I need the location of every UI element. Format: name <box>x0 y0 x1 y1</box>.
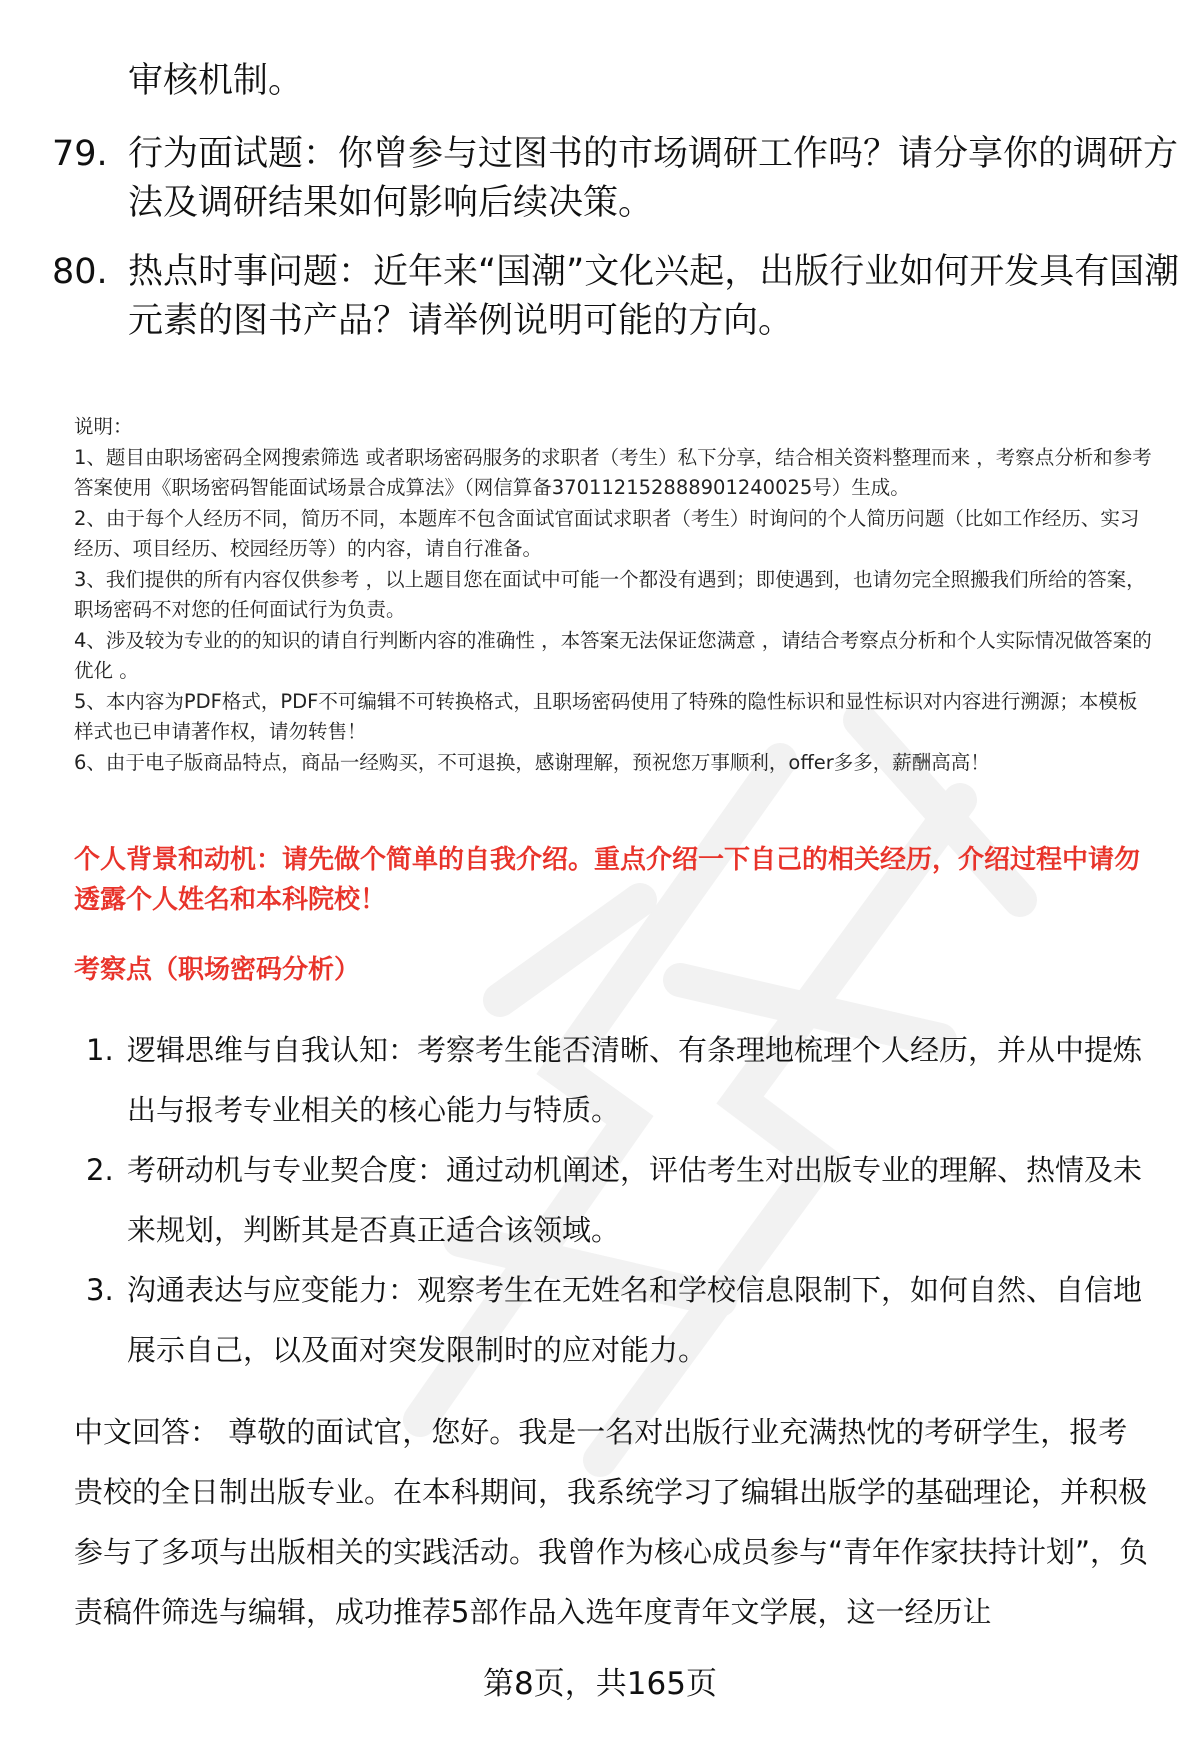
question-number: 79. <box>52 134 108 174</box>
point-text: 逻辑思维与自我认知：考察考生能否清晰、有条理地梳理个人经历，并从中提炼出与报考专业相关的核心能力与特质。 <box>127 1033 1143 1127</box>
answer-text: 尊敬的面试官，您好。我是一名对出版行业充满热忱的考研学生，报考贵校的全日制出版专业。在本科期间，我系统学习了编辑出版学的基础理论，并积极参与了多项与出版相关的实践活动。我曾作为核心成员参与“青年作家扶持计划”，负责稿件筛选与编辑，成功推荐5部作品入选年度青年文学展，这一经历让 <box>74 1415 1149 1629</box>
note-item: 5、本内容为PDF格式，PDF不可编辑不可转换格式，且职场密码使用了特殊的隐性标识和显性标识对内容进行溯源；本模板样式也已申请著作权，请勿转售！ <box>74 689 1138 743</box>
question-text: 热点时事问题：近年来“国潮”文化兴起，出版行业如何开发具有国潮元素的图书产品？请举例说明可能的方向。 <box>128 252 1180 341</box>
page-footer: 第8页，共165页 <box>483 1666 717 1702</box>
note-item: 2、由于每个人经历不同，简历不同，本题库不包含面试官面试求职者（考生）时询问的个人简历问题（比如工作经历、实习经历、项目经历、校园经历等）的内容，请自行准备。 <box>74 506 1140 560</box>
assessment-point <box>74 1020 1154 1140</box>
answer-block <box>74 1402 1154 1642</box>
notes-heading: 说明： <box>74 415 133 438</box>
note-item: 4、涉及较为专业的的知识的请自行判断内容的准确性 ，本答案无法保证您满意 ，请结合考察点分析和个人实际情况做答案的优化 。 <box>74 628 1152 682</box>
question-number: 80. <box>52 252 108 292</box>
point-number: 2. <box>86 1153 114 1187</box>
assessment-points-list <box>74 1020 1154 1380</box>
question-80 <box>52 248 1180 346</box>
notes-block <box>74 412 1154 778</box>
note-item: 1、题目由职场密码全网搜索筛选 或者职场密码服务的求职者（考生）私下分享，结合相关资料整理而来 ，考察点分析和参考答案使用《职场密码智能面试场景合成算法》（网信算备370112152888901240025号）生成。 <box>74 445 1152 499</box>
note-item: 6、由于电子版商品特点，商品一经购买，不可退换，感谢理解，预祝您万事顺利，offer多多，薪酬高高！ <box>74 750 990 774</box>
intro-question: 个人背景和动机：请先做个简单的自我介绍。重点介绍一下自己的相关经历，介绍过程中请勿透露个人姓名和本科院校！ <box>74 845 1141 915</box>
answer-label: 中文回答： <box>74 1415 220 1449</box>
point-number: 1. <box>86 1033 114 1067</box>
question-fragment-text: 审核机制。 <box>128 61 304 101</box>
assessment-point <box>74 1260 1154 1380</box>
question-fragment <box>52 57 1152 106</box>
assessment-point <box>74 1140 1154 1260</box>
point-text: 考研动机与专业契合度：通过动机阐述，评估考生对出版专业的理解、热情及未来规划，判断其是否真正适合该领域。 <box>127 1153 1143 1247</box>
point-text: 沟通表达与应变能力：观察考生在无姓名和学校信息限制下，如何自然、自信地展示自己，以及面对突发限制时的应对能力。 <box>127 1273 1143 1367</box>
answer-paragraph <box>74 1402 1154 1642</box>
question-79 <box>52 130 1179 228</box>
section-heading: 考察点（职场密码分析） <box>74 955 361 985</box>
question-text: 行为面试题：你曾参与过图书的市场调研工作吗？请分享你的调研方法及调研结果如何影响后续决策。 <box>128 134 1179 223</box>
note-item: 3、我们提供的所有内容仅供参考 ，以上题目您在面试中可能一个都没有遇到；即使遇到，也请勿完全照搬我们所给的答案，职场密码不对您的任何面试行为负责。 <box>74 567 1146 621</box>
point-number: 3. <box>86 1273 114 1307</box>
